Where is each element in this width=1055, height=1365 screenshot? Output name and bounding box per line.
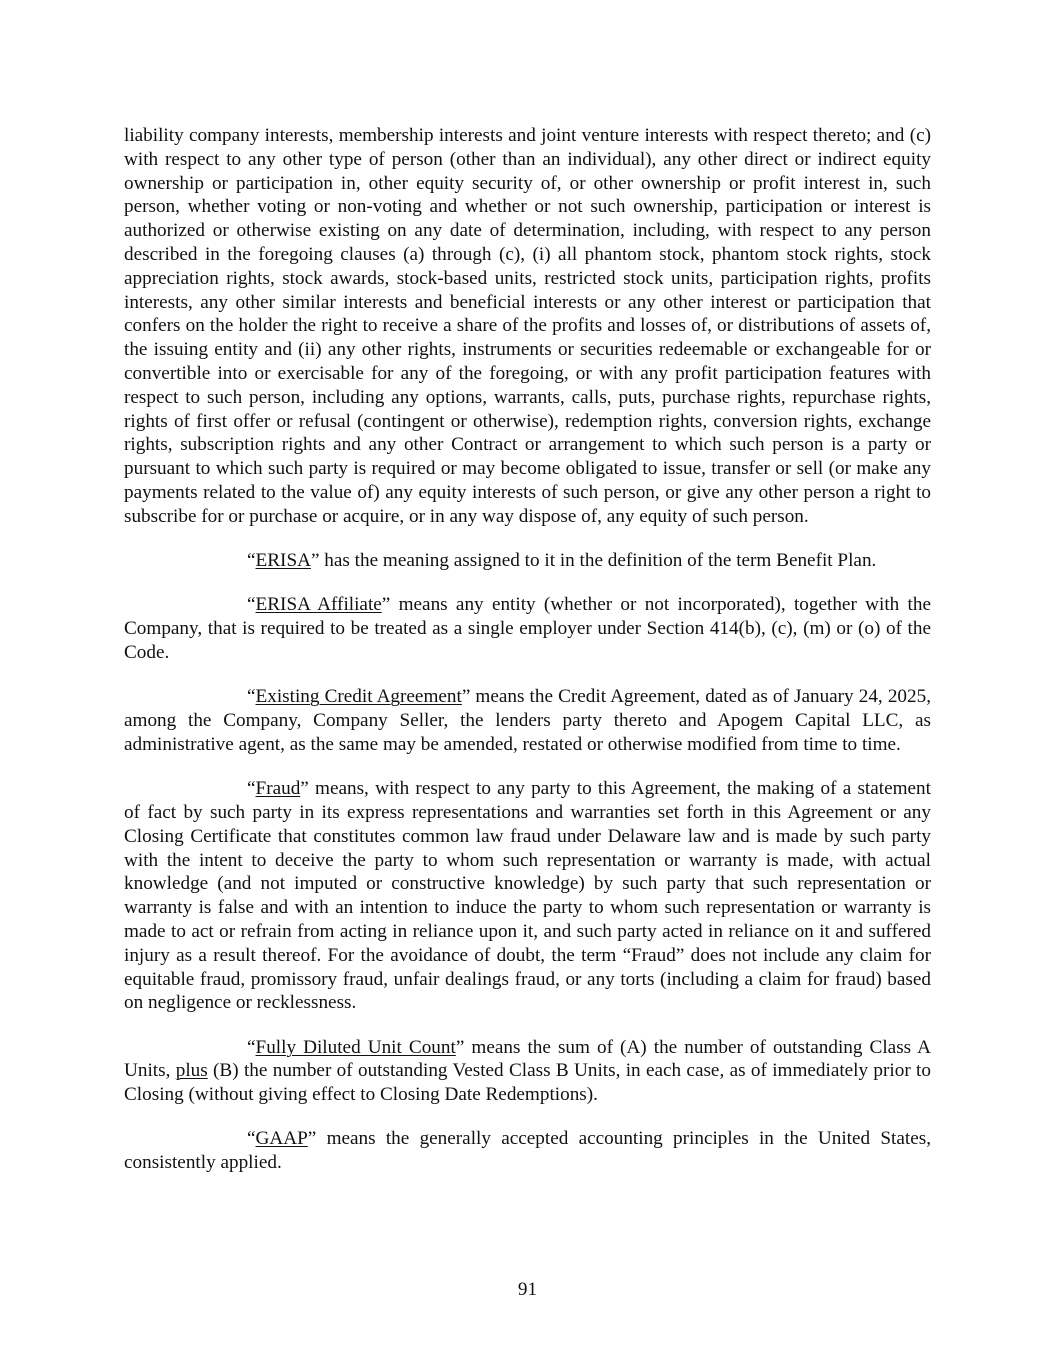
underlined-plus: plus <box>175 1060 208 1082</box>
paragraph-equity-interests-continuation <box>124 124 931 529</box>
definition-text: ” means the sum of (A) the number of outstanding Class A Units, <box>124 1036 931 1082</box>
definition-fully-diluted-unit-count <box>124 1036 931 1107</box>
definition-text: ” means any entity (whether or not incorporated), together with the Company, that is required to be treated as a single employer under Section 414(b), (c), (m) or (o) of the Code. <box>124 594 931 663</box>
defined-term: ERISA <box>255 550 311 572</box>
open-quote: “ <box>247 1036 256 1058</box>
open-quote: “ <box>247 778 256 800</box>
paragraph-text: liability company interests, membership interests and joint venture interests with respect thereto; and (c) with respect to any other type of person (other than an individual), any other direct or indirect equity ownership or participation in, other equity security of, or other ownership or profit interest in, such person, whether voting or non-voting and whether or not such ownership, participation or interest is authorized or otherwise existing on any date of determination, including, with respect to any person described in the foregoing clauses (a) through (c), (i) all phantom stock, phantom stock rights, stock appreciation rights, stock awards, stock-based units, restricted stock units, participation rights, profits interests, any other similar interests and beneficial interests or any other interest or participation that confers on the holder the right to receive a share of the profits and losses of, or distributions of assets of, the issuing entity and (ii) any other rights, instruments or securities redeemable or exchangeable for or convertible into or exercisable for any of the foregoing, or with any profit participation features with respect to such person, including any options, warrants, calls, puts, purchase rights, repurchase rights, rights of first offer or refusal (contingent or otherwise), redemption rights, conversion rights, exchange rights, subscription rights and any other Contract or arrangement to which such person is a party or pursuant to which such party is required or may become obligated to issue, transfer or sell (or make any payments related to the value of) any equity interests of such person, or give any other person a right to subscribe for or purchase or acquire, or in any way dispose of, any equity of such person. <box>124 125 931 527</box>
page-number: 91 <box>517 1279 538 1300</box>
open-quote: “ <box>247 1128 256 1150</box>
definition-existing-credit-agreement <box>124 685 931 756</box>
definition-fraud <box>124 777 931 1015</box>
defined-term: ERISA Affiliate <box>255 594 382 616</box>
definition-erisa <box>124 549 931 573</box>
defined-term: Existing Credit Agreement <box>255 686 462 708</box>
definition-erisa-affiliate <box>124 593 931 664</box>
defined-term: Fraud <box>255 778 301 800</box>
definition-text: ” means the Credit Agreement, dated as of January 24, 2025, among the Company, Company Seller, the lenders party thereto and Apogem Capital LLC, as administrative agent, as the same may be amended, restated or otherwise modified from time to time. <box>124 686 931 755</box>
open-quote: “ <box>247 594 256 616</box>
open-quote: “ <box>247 686 256 708</box>
definition-gaap <box>124 1127 931 1175</box>
defined-term: GAAP <box>255 1128 308 1150</box>
open-quote: “ <box>247 550 256 572</box>
definition-text: ” means the generally accepted accounting principles in the United States, consistently applied. <box>124 1128 931 1174</box>
defined-term: Fully Diluted Unit Count <box>255 1036 456 1058</box>
definition-text: ” means, with respect to any party to this Agreement, the making of a statement of fact by such party in its express representations and warranties set forth in this Agreement or any Closing Certificate that constitutes common law fraud under Delaware law and is made by such party with the intent to deceive the party to whom such representation or warranty is made, with actual knowledge (and not imputed or constructive knowledge) by such party that such representation or warranty is false and with an intention to induce the party to whom such representation or warranty is made to act or refrain from acting in reliance upon it, and such party acted in reliance on it and suffered injury as a result thereof. For the avoidance of doubt, the term “Fraud” does not include any claim for equitable fraud, promissory fraud, unfair dealings fraud, or any torts (including a claim for fraud) based on negligence or recklessness. <box>124 778 931 1014</box>
definition-text-continued: (B) the number of outstanding Vested Class B Units, in each case, as of immediately prior to Closing (without giving effect to Closing Date Redemptions). <box>124 1060 931 1106</box>
document-page <box>124 124 931 1196</box>
definition-text: ” has the meaning assigned to it in the definition of the term Benefit Plan. <box>310 550 877 572</box>
